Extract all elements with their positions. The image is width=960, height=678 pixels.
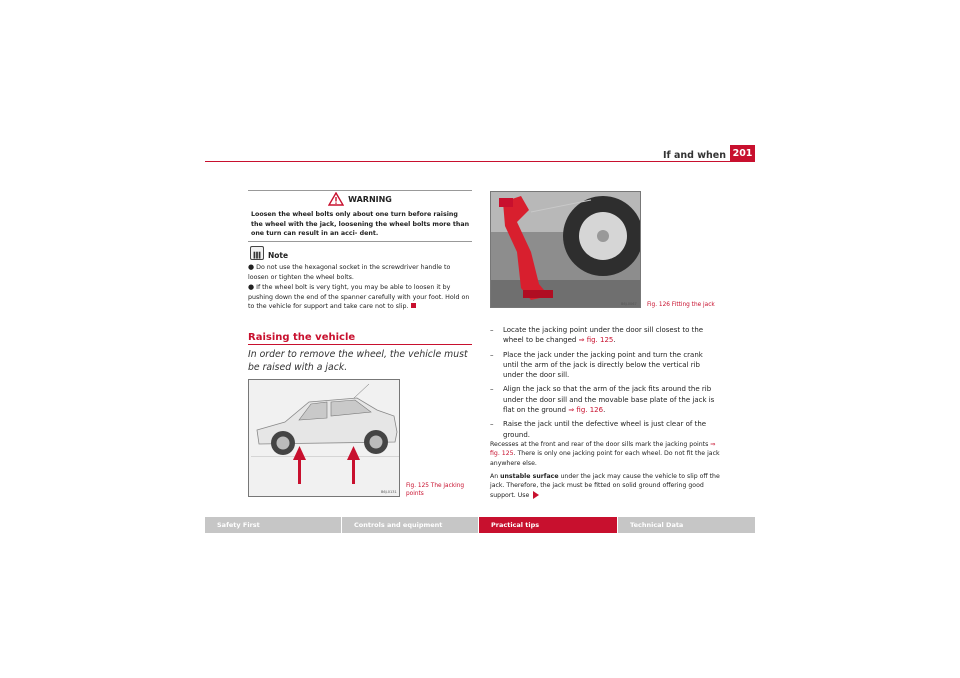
figure-code: B6J-0131 bbox=[381, 490, 397, 494]
warning-heading: WARNING bbox=[348, 195, 392, 204]
note-item: ● Do not use the hexagonal socket in the screwdriver handle to loosen or tighten the wheel bolts. bbox=[248, 263, 451, 281]
bullet-icon: ● bbox=[248, 263, 255, 271]
instruction-steps bbox=[490, 325, 718, 444]
footer-tab-safety-first[interactable]: Safety First bbox=[205, 517, 341, 533]
figure-126-caption: Fig. 126 Fitting the jack bbox=[647, 302, 715, 308]
figure-code: B6J-0067 bbox=[621, 302, 637, 306]
continue-arrow-icon bbox=[533, 491, 539, 499]
note-list bbox=[248, 263, 472, 313]
section-title: Raising the vehicle bbox=[248, 332, 356, 343]
footer-tab-practical-tips[interactable]: Practical tips bbox=[479, 517, 617, 533]
footer-tab-controls-and-equipment[interactable]: Controls and equipment bbox=[342, 517, 478, 533]
warning-box bbox=[248, 190, 472, 242]
list-item: – Align the jack so that the arm of the jack fits around the rib under the door sill and the movable base plate of the jack is flat on the ground ⇒ fig. 126. bbox=[490, 385, 715, 415]
figure-125-jacking-points bbox=[248, 379, 400, 497]
figure-125-caption: Fig. 125 The jacking points bbox=[406, 483, 465, 497]
note-item: ● If the wheel bolt is very tight, you may be able to loosen it by pushing down the end of the spanner carefully with your foot. Hold on to the vehicle for support and take care not to slip. bbox=[248, 283, 470, 310]
bullet-icon: ● bbox=[248, 283, 255, 291]
section-end-icon bbox=[411, 303, 416, 308]
page-header-title: If and when bbox=[662, 150, 726, 161]
footer-tab-technical-data[interactable]: Technical Data bbox=[618, 517, 755, 533]
page-number: 201 bbox=[730, 145, 755, 162]
list-item: – Locate the jacking point under the door sill closest to the wheel to be changed ⇒ fig. 125. bbox=[490, 326, 704, 345]
figure-reference-link[interactable]: ⇒ fig. 125 bbox=[490, 441, 716, 458]
figure-reference-link[interactable]: ⇒ fig. 126 bbox=[568, 406, 604, 415]
warning-text: Loosen the wheel bolts only about one turn before raising the wheel with the jack, loosening the wheel bolts more than one turn can result in an acci- dent. bbox=[251, 211, 470, 238]
info-paragraph: Recesses at the front and rear of the door sills mark the jacking points ⇒ fig. 125. There is only one jacking point for each wheel. Do not fit the jack anywhere else. bbox=[490, 441, 720, 467]
header-divider bbox=[205, 161, 755, 162]
jack-illustration bbox=[491, 192, 641, 308]
figure-reference-link[interactable]: ⇒ fig. 125 bbox=[578, 336, 614, 345]
figure-126-fitting-jack bbox=[490, 191, 641, 308]
section-divider bbox=[248, 344, 472, 345]
note-icon bbox=[250, 246, 264, 260]
note-heading: Note bbox=[268, 251, 289, 260]
section-lead: In order to remove the wheel, the vehicle must be raised with a jack. bbox=[248, 349, 468, 373]
info-paragraph: An unstable surface under the jack may cause the vehicle to slip off the jack. Therefore, the jack must be fitted on solid ground offering good support. Use bbox=[490, 473, 720, 499]
list-item: – Place the jack under the jacking point and turn the crank until the arm of the jack is directly below the vertical rib under the door sill. bbox=[490, 350, 703, 380]
list-item: – Raise the jack until the defective wheel is just clear of the ground. bbox=[490, 420, 707, 439]
car-side-illustration bbox=[249, 380, 400, 497]
